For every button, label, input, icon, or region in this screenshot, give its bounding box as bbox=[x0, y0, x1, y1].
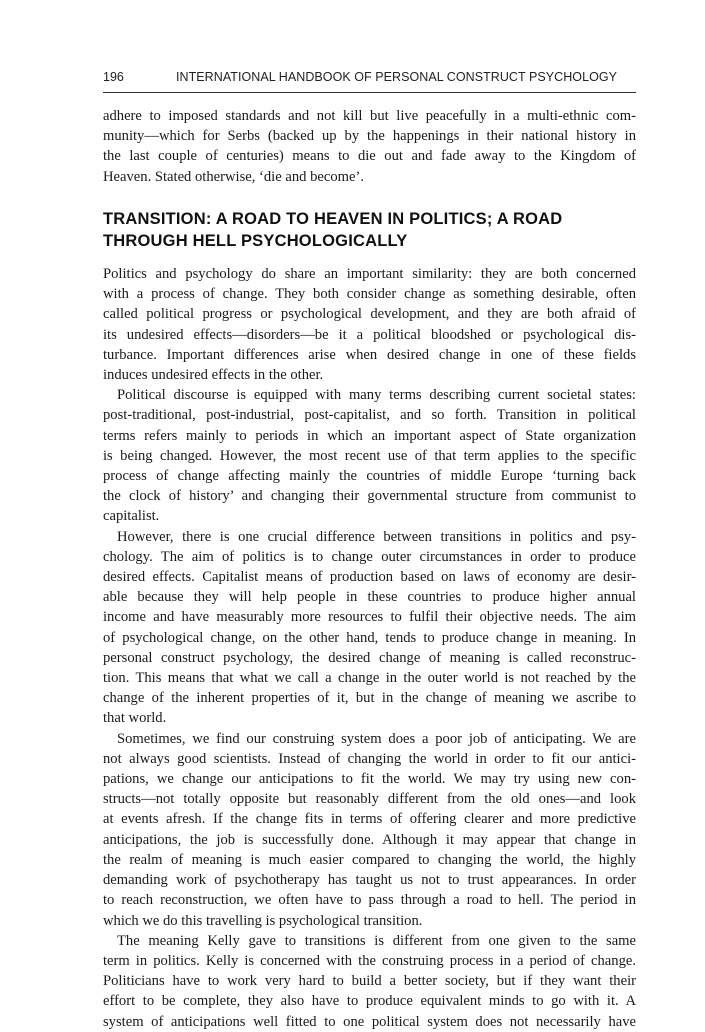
text-line: induces undesired effects in the other. bbox=[103, 367, 324, 384]
text-line: the last couple of centuries) means to die out and fade away to the Kingdom of bbox=[103, 148, 636, 165]
paragraph bbox=[103, 729, 636, 931]
running-title: INTERNATIONAL HANDBOOK OF PERSONAL CONSTRUCT PSYCHOLOGY bbox=[176, 70, 618, 84]
heading-line: TRANSITION: A ROAD TO HEAVEN IN POLITICS; A ROAD bbox=[103, 210, 563, 228]
text-line: terms refers mainly to periods in which an important aspect of State organization bbox=[103, 427, 636, 444]
text-line: Politicians have to work very hard to build a better society, but if they want their bbox=[103, 973, 636, 990]
text-line: post-traditional, post-industrial, post-capitalist, and so forth. Transition in political bbox=[103, 407, 636, 424]
text-line: its undesired effects—disorders—be it a political bloodshed or psychological dis- bbox=[103, 326, 636, 343]
text-line: with a process of change. They both consider change as something desirable, often bbox=[103, 286, 636, 303]
paragraph bbox=[103, 385, 636, 526]
section-body bbox=[103, 264, 636, 1032]
text-line: adhere to imposed standards and not kill but live peacefully in a multi-ethnic com- bbox=[103, 108, 636, 124]
text-line: Sometimes, we find our construing system does a poor job of anticipating. We are bbox=[117, 730, 636, 747]
text-line: term in politics. Kelly is concerned with the construing process in a period of change. bbox=[103, 952, 636, 969]
section-heading bbox=[103, 208, 636, 252]
text-line: tion. This means that what we call a change in the outer world is not reached by the bbox=[103, 670, 636, 687]
text-line: chology. The aim of politics is to change outer circumstances in order to produce bbox=[103, 548, 636, 565]
text-line: pations, we change our anticipations to fit the world. We may try using new con- bbox=[103, 771, 636, 788]
text-line: Politics and psychology do share an important similarity: they are both concerned bbox=[103, 266, 636, 282]
text-line: desired effects. Capitalist means of production based on laws of economy are desir- bbox=[103, 569, 636, 586]
text-line: personal construct psychology, the desired change of meaning is called reconstruc- bbox=[103, 649, 636, 666]
text-line: Political discourse is equipped with many terms describing current societal states: bbox=[117, 387, 636, 404]
text-line: income and have measurably more resources to fulfil their objective needs. The aim bbox=[103, 609, 636, 626]
heading-line: THROUGH HELL PSYCHOLOGICALLY bbox=[103, 232, 408, 250]
text-line: of psychological change, on the other hand, tends to produce change in meaning. In bbox=[103, 629, 636, 646]
text-line: that world. bbox=[103, 710, 167, 727]
text-line: which we do this travelling is psychological transition. bbox=[103, 912, 423, 929]
text-line: capitalist. bbox=[103, 508, 160, 525]
text-line: process of change affecting mainly the countries of middle Europe ‘turning back bbox=[103, 468, 636, 485]
text-line: the clock of history’ and changing their governmental structure from communist to bbox=[103, 488, 636, 505]
text-line: effort to be complete, they also have to produce equivalent minds to go with it. A bbox=[103, 993, 636, 1010]
text-line: turbance. Important differences arise when desired change in one of these fields bbox=[103, 346, 636, 363]
paragraph bbox=[103, 527, 636, 729]
running-header bbox=[103, 70, 636, 93]
page-number: 196 bbox=[103, 70, 124, 84]
paragraph bbox=[103, 931, 636, 1032]
paragraph bbox=[103, 264, 636, 385]
text-line: called political progress or psychological development, and they are both afraid of bbox=[103, 306, 636, 323]
text-line: to reach reconstruction, we often have to pass through a road to hell. The period in bbox=[103, 892, 636, 909]
text-line: However, there is one crucial difference between transitions in politics and psy- bbox=[117, 528, 636, 545]
text-line: The meaning Kelly gave to transitions is different from one given to the same bbox=[117, 932, 636, 949]
text-line: is being changed. However, the most recent use of that term applies to the specific bbox=[103, 447, 636, 464]
text-line: the realm of meaning is much easier compared to changing the world, the highly bbox=[103, 851, 636, 868]
text-line: system of anticipations well fitted to one political system does not necessarily have bbox=[103, 1013, 636, 1030]
text-line: change of the inherent properties of it, but in the change of meaning we ascribe to bbox=[103, 690, 636, 707]
text-line: at events afresh. If the change fits in terms of offering clearer and more predictive bbox=[103, 811, 636, 828]
text-line: able because they will help people in these countries to produce higher annual bbox=[103, 589, 636, 606]
text-line: anticipations, the job is successfully done. Although it may appear that change in bbox=[103, 831, 636, 848]
text-line: demanding work of psychotherapy has taught us not to trust appearances. In order bbox=[103, 872, 636, 889]
text-line: Heaven. Stated otherwise, ‘die and become’. bbox=[103, 168, 364, 185]
text-line: structs—not totally opposite but reasonably different from the old ones—and look bbox=[103, 791, 636, 808]
intro-paragraph bbox=[103, 106, 636, 187]
text-line: not always good scientists. Instead of changing the world in order to fit our antici- bbox=[103, 750, 636, 767]
text-line: munity—which for Serbs (backed up by the happenings in their national history in bbox=[103, 128, 636, 145]
